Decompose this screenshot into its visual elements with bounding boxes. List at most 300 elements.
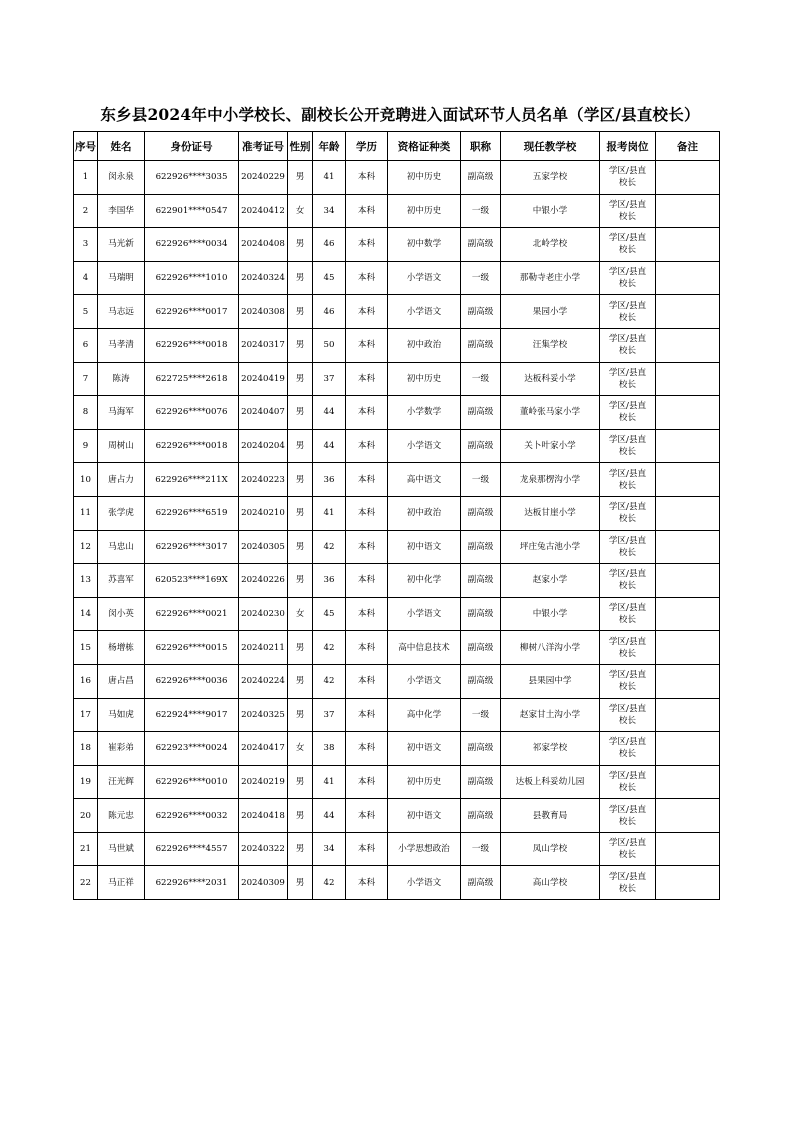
rank-cell: 副高级 [461, 799, 501, 833]
row-number: 3 [74, 228, 98, 262]
name-cell: 苏喜军 [98, 564, 145, 598]
education-cell: 本科 [346, 194, 388, 228]
post-line-2: 校长 [618, 211, 637, 222]
education-cell: 本科 [346, 496, 388, 530]
post-line-1: 学区/县直 [608, 636, 647, 647]
post-line-2: 校长 [618, 447, 637, 458]
document-title: 东乡县2024年中小学校长、副校长公开竞聘进入面试环节人员名单（学区/县直校长） [100, 105, 700, 124]
education-cell: 本科 [346, 597, 388, 631]
row-number: 14 [74, 597, 98, 631]
school-cell: 果园小学 [501, 295, 600, 329]
name-cell: 周树山 [98, 429, 145, 463]
sex-cell: 男 [288, 328, 313, 362]
id-number-cell: 622926****0015 [145, 631, 239, 665]
certificate-cell: 初中语文 [388, 799, 461, 833]
exam-number-cell: 20240322 [239, 832, 288, 866]
post-line-1: 学区/县直 [608, 401, 647, 412]
certificate-cell: 高中语文 [388, 463, 461, 497]
school-cell: 凤山学校 [501, 832, 600, 866]
post-line-2: 校长 [618, 682, 637, 693]
education-cell: 本科 [346, 631, 388, 665]
post-line-2: 校长 [618, 178, 637, 189]
note-cell [656, 799, 720, 833]
certificate-cell: 初中历史 [388, 362, 461, 396]
sex-cell: 男 [288, 832, 313, 866]
certificate-cell: 初中历史 [388, 765, 461, 799]
post-line-1: 学区/县直 [608, 871, 647, 882]
post-line-1: 学区/县直 [608, 737, 647, 748]
post-line-1: 学区/县直 [608, 367, 647, 378]
note-cell [656, 261, 720, 295]
table-row [74, 396, 720, 430]
table-row [74, 261, 720, 295]
note-cell [656, 832, 720, 866]
certificate-cell: 初中历史 [388, 194, 461, 228]
school-cell: 赵家小学 [501, 564, 600, 598]
school-cell: 高山学校 [501, 866, 600, 900]
post-cell [600, 732, 656, 766]
rank-cell: 一级 [461, 261, 501, 295]
post-line-2: 校长 [618, 346, 637, 357]
age-cell: 36 [313, 463, 346, 497]
post-line-2: 校长 [618, 312, 637, 323]
education-cell: 本科 [346, 832, 388, 866]
post-cell [600, 396, 656, 430]
sex-cell: 男 [288, 496, 313, 530]
roster-table [73, 131, 720, 900]
post-line-2: 校长 [618, 581, 637, 592]
row-number: 17 [74, 698, 98, 732]
education-cell: 本科 [346, 261, 388, 295]
table-row [74, 295, 720, 329]
name-cell: 马光新 [98, 228, 145, 262]
certificate-cell: 初中历史 [388, 161, 461, 195]
rank-cell: 副高级 [461, 396, 501, 430]
row-number: 1 [74, 161, 98, 195]
table-row [74, 161, 720, 195]
rank-cell: 副高级 [461, 530, 501, 564]
id-number-cell: 622926****6519 [145, 496, 239, 530]
sex-cell: 男 [288, 295, 313, 329]
school-cell: 董岭张马家小学 [501, 396, 600, 430]
post-line-1: 学区/县直 [608, 804, 647, 815]
name-cell: 陈元忠 [98, 799, 145, 833]
exam-number-cell: 20240204 [239, 429, 288, 463]
post-line-1: 学区/县直 [608, 838, 647, 849]
school-cell: 达板甘崖小学 [501, 496, 600, 530]
table-row [74, 496, 720, 530]
certificate-cell: 小学语文 [388, 664, 461, 698]
table-row [74, 732, 720, 766]
post-line-1: 学区/县直 [608, 535, 647, 546]
exam-number-cell: 20240229 [239, 161, 288, 195]
id-number-cell: 622926****0036 [145, 664, 239, 698]
id-number-cell: 622926****1010 [145, 261, 239, 295]
note-cell [656, 362, 720, 396]
name-cell: 马世斌 [98, 832, 145, 866]
header-cell: 性别 [288, 132, 313, 161]
table-row [74, 866, 720, 900]
exam-number-cell: 20240407 [239, 396, 288, 430]
post-cell [600, 328, 656, 362]
age-cell: 42 [313, 631, 346, 665]
note-cell [656, 732, 720, 766]
row-number: 5 [74, 295, 98, 329]
name-cell: 张学虎 [98, 496, 145, 530]
age-cell: 45 [313, 261, 346, 295]
id-number-cell: 622926****0032 [145, 799, 239, 833]
table-row [74, 564, 720, 598]
age-cell: 46 [313, 228, 346, 262]
education-cell: 本科 [346, 530, 388, 564]
age-cell: 50 [313, 328, 346, 362]
row-number: 7 [74, 362, 98, 396]
sex-cell: 男 [288, 866, 313, 900]
sex-cell: 男 [288, 228, 313, 262]
certificate-cell: 小学思想政治 [388, 832, 461, 866]
post-line-2: 校长 [618, 782, 637, 793]
sex-cell: 女 [288, 732, 313, 766]
school-cell: 达板上科妥幼儿园 [501, 765, 600, 799]
rank-cell: 副高级 [461, 161, 501, 195]
post-cell [600, 631, 656, 665]
sex-cell: 男 [288, 396, 313, 430]
rank-cell: 副高级 [461, 597, 501, 631]
sex-cell: 男 [288, 631, 313, 665]
post-line-1: 学区/县直 [608, 300, 647, 311]
age-cell: 46 [313, 295, 346, 329]
row-number: 8 [74, 396, 98, 430]
post-line-1: 学区/县直 [608, 770, 647, 781]
education-cell: 本科 [346, 664, 388, 698]
education-cell: 本科 [346, 429, 388, 463]
id-number-cell: 622901****0547 [145, 194, 239, 228]
post-line-1: 学区/县直 [608, 569, 647, 580]
certificate-cell: 高中信息技术 [388, 631, 461, 665]
age-cell: 44 [313, 799, 346, 833]
note-cell [656, 631, 720, 665]
sex-cell: 男 [288, 698, 313, 732]
post-line-2: 校长 [618, 547, 637, 558]
row-number: 4 [74, 261, 98, 295]
certificate-cell: 小学语文 [388, 295, 461, 329]
row-number: 2 [74, 194, 98, 228]
school-cell: 北岭学校 [501, 228, 600, 262]
age-cell: 37 [313, 698, 346, 732]
school-cell: 县果园中学 [501, 664, 600, 698]
note-cell [656, 396, 720, 430]
post-line-2: 校长 [618, 514, 637, 525]
post-cell [600, 698, 656, 732]
age-cell: 38 [313, 732, 346, 766]
post-line-2: 校长 [618, 648, 637, 659]
note-cell [656, 463, 720, 497]
name-cell: 闵小英 [98, 597, 145, 631]
education-cell: 本科 [346, 362, 388, 396]
education-cell: 本科 [346, 564, 388, 598]
header-cell: 学历 [346, 132, 388, 161]
name-cell: 杨增栋 [98, 631, 145, 665]
age-cell: 45 [313, 597, 346, 631]
exam-number-cell: 20240305 [239, 530, 288, 564]
post-line-1: 学区/县直 [608, 670, 647, 681]
name-cell: 陈涛 [98, 362, 145, 396]
row-number: 19 [74, 765, 98, 799]
table-row [74, 328, 720, 362]
school-cell: 五家学校 [501, 161, 600, 195]
post-cell [600, 866, 656, 900]
note-cell [656, 496, 720, 530]
table-row [74, 631, 720, 665]
sex-cell: 男 [288, 261, 313, 295]
name-cell: 唐占力 [98, 463, 145, 497]
post-line-2: 校长 [618, 850, 637, 861]
name-cell: 闵永泉 [98, 161, 145, 195]
name-cell: 马孝清 [98, 328, 145, 362]
exam-number-cell: 20240230 [239, 597, 288, 631]
note-cell [656, 295, 720, 329]
rank-cell: 副高级 [461, 664, 501, 698]
age-cell: 34 [313, 194, 346, 228]
rank-cell: 副高级 [461, 496, 501, 530]
certificate-cell: 小学语文 [388, 866, 461, 900]
name-cell: 马海军 [98, 396, 145, 430]
sex-cell: 男 [288, 463, 313, 497]
note-cell [656, 194, 720, 228]
school-cell: 中银小学 [501, 194, 600, 228]
row-number: 10 [74, 463, 98, 497]
post-cell [600, 429, 656, 463]
header-cell: 现任教学校 [501, 132, 600, 161]
post-line-1: 学区/县直 [608, 166, 647, 177]
note-cell [656, 564, 720, 598]
school-cell: 赵家甘土沟小学 [501, 698, 600, 732]
table-row [74, 362, 720, 396]
rank-cell: 副高级 [461, 228, 501, 262]
header-cell: 序号 [74, 132, 98, 161]
education-cell: 本科 [346, 799, 388, 833]
age-cell: 36 [313, 564, 346, 598]
school-cell: 祁家学校 [501, 732, 600, 766]
sex-cell: 男 [288, 765, 313, 799]
post-cell [600, 362, 656, 396]
row-number: 22 [74, 866, 98, 900]
post-line-2: 校长 [618, 379, 637, 390]
exam-number-cell: 20240417 [239, 732, 288, 766]
sex-cell: 男 [288, 161, 313, 195]
rank-cell: 一级 [461, 698, 501, 732]
school-cell: 汪集学校 [501, 328, 600, 362]
post-line-2: 校长 [618, 245, 637, 256]
row-number: 21 [74, 832, 98, 866]
note-cell [656, 429, 720, 463]
age-cell: 37 [313, 362, 346, 396]
id-number-cell: 622924****9017 [145, 698, 239, 732]
rank-cell: 一级 [461, 463, 501, 497]
exam-number-cell: 20240408 [239, 228, 288, 262]
school-cell: 达板科妥小学 [501, 362, 600, 396]
certificate-cell: 小学数学 [388, 396, 461, 430]
post-cell [600, 664, 656, 698]
table-row [74, 832, 720, 866]
row-number: 16 [74, 664, 98, 698]
header-cell: 准考证号 [239, 132, 288, 161]
school-cell: 关卜叶家小学 [501, 429, 600, 463]
sex-cell: 女 [288, 194, 313, 228]
post-cell [600, 530, 656, 564]
education-cell: 本科 [346, 698, 388, 732]
table-row [74, 765, 720, 799]
sex-cell: 男 [288, 799, 313, 833]
note-cell [656, 698, 720, 732]
certificate-cell: 初中语文 [388, 732, 461, 766]
post-line-1: 学区/县直 [608, 267, 647, 278]
name-cell: 马瑞明 [98, 261, 145, 295]
education-cell: 本科 [346, 328, 388, 362]
id-number-cell: 622926****0018 [145, 328, 239, 362]
name-cell: 马如虎 [98, 698, 145, 732]
education-cell: 本科 [346, 866, 388, 900]
post-line-2: 校长 [618, 715, 637, 726]
table-row [74, 429, 720, 463]
post-line-2: 校长 [618, 883, 637, 894]
name-cell: 马正祥 [98, 866, 145, 900]
school-cell: 中银小学 [501, 597, 600, 631]
exam-number-cell: 20240223 [239, 463, 288, 497]
name-cell: 汪光辉 [98, 765, 145, 799]
certificate-cell: 小学语文 [388, 597, 461, 631]
row-number: 6 [74, 328, 98, 362]
rank-cell: 一级 [461, 194, 501, 228]
exam-number-cell: 20240224 [239, 664, 288, 698]
note-cell [656, 161, 720, 195]
post-cell [600, 463, 656, 497]
education-cell: 本科 [346, 228, 388, 262]
school-cell: 县教育局 [501, 799, 600, 833]
education-cell: 本科 [346, 765, 388, 799]
row-number: 13 [74, 564, 98, 598]
post-line-2: 校长 [618, 279, 637, 290]
id-number-cell: 622926****0021 [145, 597, 239, 631]
post-line-1: 学区/县直 [608, 468, 647, 479]
certificate-cell: 初中语文 [388, 530, 461, 564]
row-number: 12 [74, 530, 98, 564]
post-cell [600, 765, 656, 799]
post-line-1: 学区/县直 [608, 603, 647, 614]
school-cell: 那勒寺老庄小学 [501, 261, 600, 295]
post-line-2: 校长 [618, 480, 637, 491]
note-cell [656, 228, 720, 262]
header-cell: 资格证种类 [388, 132, 461, 161]
post-cell [600, 161, 656, 195]
school-cell: 坪庄兔古池小学 [501, 530, 600, 564]
id-number-cell: 620523****169X [145, 564, 239, 598]
table-body [74, 161, 720, 900]
table-row [74, 530, 720, 564]
certificate-cell: 小学语文 [388, 429, 461, 463]
sex-cell: 女 [288, 597, 313, 631]
id-number-cell: 622923****0024 [145, 732, 239, 766]
certificate-cell: 高中化学 [388, 698, 461, 732]
rank-cell: 副高级 [461, 765, 501, 799]
rank-cell: 副高级 [461, 328, 501, 362]
row-number: 11 [74, 496, 98, 530]
post-line-1: 学区/县直 [608, 334, 647, 345]
exam-number-cell: 20240325 [239, 698, 288, 732]
sex-cell: 男 [288, 429, 313, 463]
note-cell [656, 328, 720, 362]
id-number-cell: 622926****0017 [145, 295, 239, 329]
education-cell: 本科 [346, 732, 388, 766]
age-cell: 34 [313, 832, 346, 866]
certificate-cell: 初中政治 [388, 328, 461, 362]
row-number: 18 [74, 732, 98, 766]
rank-cell: 副高级 [461, 631, 501, 665]
table-row [74, 463, 720, 497]
exam-number-cell: 20240418 [239, 799, 288, 833]
age-cell: 41 [313, 765, 346, 799]
exam-number-cell: 20240317 [239, 328, 288, 362]
rank-cell: 副高级 [461, 429, 501, 463]
rank-cell: 一级 [461, 832, 501, 866]
post-cell [600, 261, 656, 295]
age-cell: 42 [313, 866, 346, 900]
header-cell: 身份证号 [145, 132, 239, 161]
exam-number-cell: 20240309 [239, 866, 288, 900]
id-number-cell: 622926****0034 [145, 228, 239, 262]
exam-number-cell: 20240210 [239, 496, 288, 530]
certificate-cell: 初中数学 [388, 228, 461, 262]
sex-cell: 男 [288, 664, 313, 698]
header-cell: 姓名 [98, 132, 145, 161]
note-cell [656, 664, 720, 698]
post-line-2: 校长 [618, 615, 637, 626]
education-cell: 本科 [346, 161, 388, 195]
id-number-cell: 622926****0018 [145, 429, 239, 463]
table-row [74, 799, 720, 833]
header-cell: 报考岗位 [600, 132, 656, 161]
rank-cell: 副高级 [461, 732, 501, 766]
id-number-cell: 622926****2031 [145, 866, 239, 900]
sex-cell: 男 [288, 564, 313, 598]
note-cell [656, 866, 720, 900]
post-line-2: 校长 [618, 749, 637, 760]
table-row [74, 698, 720, 732]
name-cell: 马志远 [98, 295, 145, 329]
age-cell: 44 [313, 396, 346, 430]
exam-number-cell: 20240324 [239, 261, 288, 295]
name-cell: 唐占昌 [98, 664, 145, 698]
name-cell: 崔彩弟 [98, 732, 145, 766]
rank-cell: 一级 [461, 362, 501, 396]
table-row [74, 597, 720, 631]
note-cell [656, 765, 720, 799]
age-cell: 42 [313, 530, 346, 564]
id-number-cell: 622725****2618 [145, 362, 239, 396]
rank-cell: 副高级 [461, 866, 501, 900]
post-line-1: 学区/县直 [608, 199, 647, 210]
post-cell [600, 295, 656, 329]
table-row [74, 228, 720, 262]
id-number-cell: 622926****0010 [145, 765, 239, 799]
row-number: 20 [74, 799, 98, 833]
header-row [74, 132, 720, 161]
id-number-cell: 622926****3017 [145, 530, 239, 564]
post-cell [600, 799, 656, 833]
post-cell [600, 564, 656, 598]
name-cell: 马忠山 [98, 530, 145, 564]
id-number-cell: 622926****211X [145, 463, 239, 497]
